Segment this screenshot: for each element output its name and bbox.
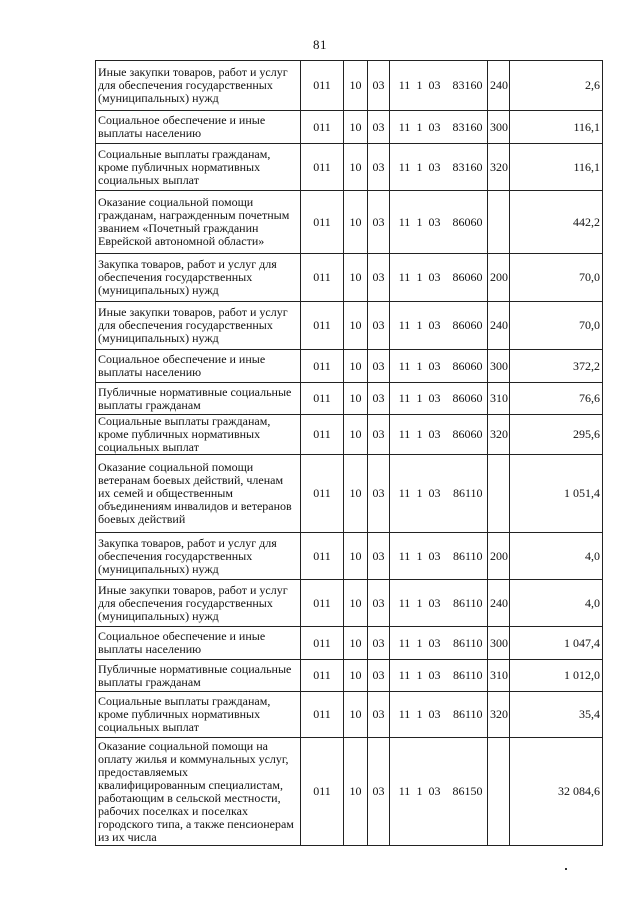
csr-part-4: 86060 xyxy=(452,358,483,373)
csr-part-3: 03 xyxy=(428,270,441,284)
csr-part-4: 86060 xyxy=(452,391,483,405)
table-row xyxy=(96,738,603,846)
csr-part-1: 11 xyxy=(398,318,411,332)
row-vr-cell: 240 xyxy=(488,580,510,627)
csr-part-3: 03 xyxy=(428,707,441,721)
row-name-cell: Социальные выплаты гражданам, кроме публичных нормативных социальных выплат xyxy=(96,144,301,191)
csr-part-2: 1 xyxy=(416,119,423,134)
csr-part-3: 03 xyxy=(428,318,441,332)
row-amount-cell: 32 084,6 xyxy=(510,738,603,846)
row-section-cell: 10 xyxy=(344,580,368,627)
row-name-cell: Оказание социальной помощи на оплату жилья и коммунальных услуг, предоставляемых квалифицированным специалистам, работающим в сельской местности, рабочих поселках и поселках городского типа, а также пенсионерам из их числа xyxy=(96,738,301,846)
csr-part-2: 1 xyxy=(416,358,423,373)
row-vr-cell: 320 xyxy=(488,415,510,455)
csr-part-1: 11 xyxy=(398,78,411,92)
csr-part-4: 83160 xyxy=(452,159,483,174)
row-csr-cell xyxy=(390,61,488,111)
row-section-cell: 10 xyxy=(344,692,368,738)
csr-part-3: 03 xyxy=(428,548,441,563)
row-subsection-cell: 03 xyxy=(368,660,390,692)
table-row xyxy=(96,627,603,660)
row-csr-cell xyxy=(390,191,488,254)
row-section-cell: 10 xyxy=(344,533,368,580)
row-vr-cell xyxy=(488,738,510,846)
row-section-cell: 10 xyxy=(344,254,368,302)
csr-part-1: 11 xyxy=(398,214,411,229)
csr-part-2: 1 xyxy=(416,635,423,650)
row-amount-cell: 295,6 xyxy=(510,415,603,455)
row-section-cell: 10 xyxy=(344,61,368,111)
row-section-cell: 10 xyxy=(344,660,368,692)
table-body xyxy=(96,61,603,846)
row-grbs-cell: 011 xyxy=(301,580,344,627)
table-row xyxy=(96,455,603,533)
budget-table xyxy=(95,60,603,846)
row-vr-cell: 300 xyxy=(488,111,510,144)
table-row xyxy=(96,383,603,415)
csr-part-4: 86110 xyxy=(452,707,483,721)
row-amount-cell: 4,0 xyxy=(510,580,603,627)
row-amount-cell: 1 012,0 xyxy=(510,660,603,692)
row-grbs-cell: 011 xyxy=(301,302,344,350)
table-row xyxy=(96,302,603,350)
row-section-cell: 10 xyxy=(344,191,368,254)
row-grbs-cell: 011 xyxy=(301,254,344,302)
row-section-cell: 10 xyxy=(344,383,368,415)
csr-part-1: 11 xyxy=(398,707,411,721)
row-grbs-cell: 011 xyxy=(301,383,344,415)
csr-part-2: 1 xyxy=(416,159,423,174)
row-name-cell: Иные закупки товаров, работ и услуг для обеспечения государственных (муниципальных) нужд xyxy=(96,302,301,350)
csr-part-3: 03 xyxy=(428,427,441,441)
csr-part-3: 03 xyxy=(428,214,441,229)
csr-part-3: 03 xyxy=(428,358,441,373)
row-section-cell: 10 xyxy=(344,111,368,144)
row-csr-cell xyxy=(390,111,488,144)
csr-part-3: 03 xyxy=(428,119,441,134)
table-row xyxy=(96,144,603,191)
row-name-cell: Социальные выплаты гражданам, кроме публичных нормативных социальных выплат xyxy=(96,415,301,455)
row-subsection-cell: 03 xyxy=(368,61,390,111)
csr-part-2: 1 xyxy=(416,707,423,721)
csr-part-2: 1 xyxy=(416,318,423,332)
row-csr-cell xyxy=(390,383,488,415)
row-subsection-cell: 03 xyxy=(368,191,390,254)
row-csr-cell xyxy=(390,254,488,302)
csr-part-2: 1 xyxy=(416,270,423,284)
csr-part-2: 1 xyxy=(416,427,423,441)
row-name-cell: Закупка товаров, работ и услуг для обеспечения государственных (муниципальных) нужд xyxy=(96,533,301,580)
csr-part-4: 86110 xyxy=(452,595,483,610)
csr-part-1: 11 xyxy=(398,427,411,441)
row-vr-cell: 320 xyxy=(488,144,510,191)
row-grbs-cell: 011 xyxy=(301,350,344,383)
row-csr-cell xyxy=(390,350,488,383)
row-amount-cell: 116,1 xyxy=(510,111,603,144)
csr-part-3: 03 xyxy=(428,391,441,405)
csr-part-4: 86060 xyxy=(452,427,483,441)
row-csr-cell xyxy=(390,580,488,627)
csr-part-2: 1 xyxy=(416,214,423,229)
row-grbs-cell: 011 xyxy=(301,533,344,580)
table-row xyxy=(96,692,603,738)
row-section-cell: 10 xyxy=(344,350,368,383)
csr-part-2: 1 xyxy=(416,668,423,682)
csr-part-2: 1 xyxy=(416,486,423,500)
row-amount-cell: 442,2 xyxy=(510,191,603,254)
table-row xyxy=(96,533,603,580)
row-name-cell: Социальное обеспечение и иные выплаты населению xyxy=(96,627,301,660)
csr-part-1: 11 xyxy=(398,548,411,563)
row-subsection-cell: 03 xyxy=(368,254,390,302)
row-csr-cell xyxy=(390,627,488,660)
row-subsection-cell: 03 xyxy=(368,455,390,533)
row-vr-cell: 310 xyxy=(488,383,510,415)
row-vr-cell: 240 xyxy=(488,61,510,111)
row-csr-cell xyxy=(390,692,488,738)
csr-part-1: 11 xyxy=(398,159,411,174)
csr-part-1: 11 xyxy=(398,119,411,134)
row-name-cell: Оказание социальной помощи гражданам, награжденным почетным званием «Почетный гражданин Еврейской автономной области» xyxy=(96,191,301,254)
row-amount-cell: 1 051,4 xyxy=(510,455,603,533)
row-section-cell: 10 xyxy=(344,627,368,660)
scan-mark xyxy=(565,868,567,870)
row-csr-cell xyxy=(390,533,488,580)
table-row xyxy=(96,660,603,692)
row-name-cell: Социальное обеспечение и иные выплаты населению xyxy=(96,350,301,383)
row-section-cell: 10 xyxy=(344,302,368,350)
row-subsection-cell: 03 xyxy=(368,415,390,455)
csr-part-3: 03 xyxy=(428,784,441,798)
row-name-cell: Публичные нормативные социальные выплаты гражданам xyxy=(96,660,301,692)
row-subsection-cell: 03 xyxy=(368,302,390,350)
row-section-cell: 10 xyxy=(344,144,368,191)
csr-part-1: 11 xyxy=(398,270,411,284)
row-name-cell: Оказание социальной помощи ветеранам боевых действий, членам их семей и общественным объединениям инвалидов и ветеранов боевых действий xyxy=(96,455,301,533)
csr-part-3: 03 xyxy=(428,635,441,650)
csr-part-1: 11 xyxy=(398,358,411,373)
row-csr-cell xyxy=(390,415,488,455)
csr-part-3: 03 xyxy=(428,78,441,92)
csr-part-1: 11 xyxy=(398,668,411,682)
row-subsection-cell: 03 xyxy=(368,533,390,580)
csr-part-4: 86060 xyxy=(452,270,483,284)
csr-part-4: 86150 xyxy=(452,784,483,798)
row-grbs-cell: 011 xyxy=(301,191,344,254)
csr-part-3: 03 xyxy=(428,595,441,610)
row-amount-cell: 4,0 xyxy=(510,533,603,580)
csr-part-4: 86110 xyxy=(452,548,483,563)
page-number: 81 xyxy=(313,37,327,52)
csr-part-4: 86110 xyxy=(452,635,483,650)
row-grbs-cell: 011 xyxy=(301,415,344,455)
csr-part-2: 1 xyxy=(416,78,423,92)
csr-part-2: 1 xyxy=(416,784,423,798)
row-amount-cell: 116,1 xyxy=(510,144,603,191)
row-vr-cell: 300 xyxy=(488,350,510,383)
row-vr-cell: 310 xyxy=(488,660,510,692)
table-row xyxy=(96,350,603,383)
csr-part-1: 11 xyxy=(398,391,411,405)
row-subsection-cell: 03 xyxy=(368,383,390,415)
row-csr-cell xyxy=(390,738,488,846)
row-name-cell: Социальное обеспечение и иные выплаты населению xyxy=(96,111,301,144)
csr-part-4: 86060 xyxy=(452,318,483,332)
row-grbs-cell: 011 xyxy=(301,61,344,111)
csr-part-2: 1 xyxy=(416,391,423,405)
row-name-cell: Иные закупки товаров, работ и услуг для обеспечения государственных (муниципальных) нужд xyxy=(96,580,301,627)
table-row xyxy=(96,191,603,254)
csr-part-4: 86110 xyxy=(452,486,483,500)
row-subsection-cell: 03 xyxy=(368,144,390,191)
row-vr-cell xyxy=(488,455,510,533)
row-csr-cell xyxy=(390,660,488,692)
row-grbs-cell: 011 xyxy=(301,738,344,846)
csr-part-3: 03 xyxy=(428,486,441,500)
row-name-cell: Публичные нормативные социальные выплаты гражданам xyxy=(96,383,301,415)
row-amount-cell: 70,0 xyxy=(510,302,603,350)
table-row xyxy=(96,415,603,455)
row-subsection-cell: 03 xyxy=(368,580,390,627)
row-amount-cell: 76,6 xyxy=(510,383,603,415)
csr-part-4: 83160 xyxy=(452,119,483,134)
row-vr-cell: 240 xyxy=(488,302,510,350)
csr-part-2: 1 xyxy=(416,548,423,563)
csr-part-3: 03 xyxy=(428,668,441,682)
row-grbs-cell: 011 xyxy=(301,111,344,144)
row-name-cell: Иные закупки товаров, работ и услуг для обеспечения государственных (муниципальных) нужд xyxy=(96,61,301,111)
row-grbs-cell: 011 xyxy=(301,692,344,738)
row-amount-cell: 35,4 xyxy=(510,692,603,738)
row-subsection-cell: 03 xyxy=(368,692,390,738)
csr-part-3: 03 xyxy=(428,159,441,174)
csr-part-1: 11 xyxy=(398,486,411,500)
row-csr-cell xyxy=(390,302,488,350)
csr-part-4: 83160 xyxy=(452,78,483,92)
csr-part-2: 1 xyxy=(416,595,423,610)
row-subsection-cell: 03 xyxy=(368,111,390,144)
row-subsection-cell: 03 xyxy=(368,350,390,383)
row-amount-cell: 372,2 xyxy=(510,350,603,383)
row-csr-cell xyxy=(390,144,488,191)
row-amount-cell: 2,6 xyxy=(510,61,603,111)
csr-part-4: 86060 xyxy=(452,214,483,229)
row-vr-cell: 200 xyxy=(488,254,510,302)
table-row xyxy=(96,61,603,111)
row-grbs-cell: 011 xyxy=(301,455,344,533)
row-grbs-cell: 011 xyxy=(301,144,344,191)
row-name-cell: Социальные выплаты гражданам, кроме публичных нормативных социальных выплат xyxy=(96,692,301,738)
row-grbs-cell: 011 xyxy=(301,627,344,660)
row-vr-cell: 300 xyxy=(488,627,510,660)
row-amount-cell: 70,0 xyxy=(510,254,603,302)
row-subsection-cell: 03 xyxy=(368,627,390,660)
row-csr-cell xyxy=(390,455,488,533)
row-vr-cell: 320 xyxy=(488,692,510,738)
table-row xyxy=(96,111,603,144)
row-grbs-cell: 011 xyxy=(301,660,344,692)
row-section-cell: 10 xyxy=(344,455,368,533)
row-vr-cell xyxy=(488,191,510,254)
row-section-cell: 10 xyxy=(344,738,368,846)
row-subsection-cell: 03 xyxy=(368,738,390,846)
csr-part-4: 86110 xyxy=(452,668,483,682)
row-section-cell: 10 xyxy=(344,415,368,455)
csr-part-1: 11 xyxy=(398,595,411,610)
row-vr-cell: 200 xyxy=(488,533,510,580)
row-name-cell: Закупка товаров, работ и услуг для обеспечения государственных (муниципальных) нужд xyxy=(96,254,301,302)
table-row xyxy=(96,580,603,627)
csr-part-1: 11 xyxy=(398,635,411,650)
row-amount-cell: 1 047,4 xyxy=(510,627,603,660)
csr-part-1: 11 xyxy=(398,784,411,798)
table-row xyxy=(96,254,603,302)
